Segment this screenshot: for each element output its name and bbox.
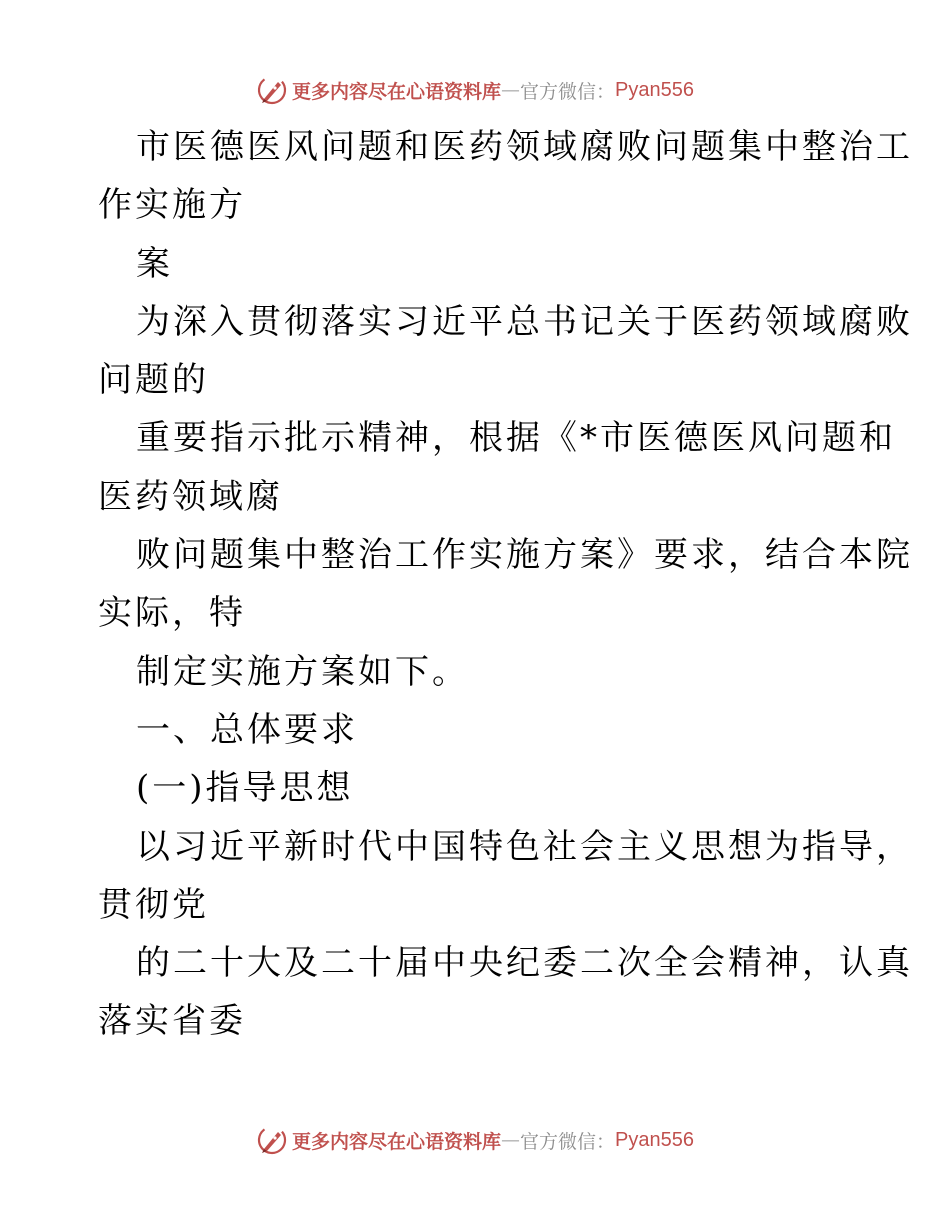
watermark-separator: — (501, 1129, 521, 1151)
document-body (98, 118, 913, 1051)
paragraph-line: 以习近平新时代中国特色社会主义思想为指导， (136, 826, 913, 867)
watermark-separator: — (501, 79, 521, 101)
watermark-brand: 更多内容尽在心语资料库 (292, 1130, 502, 1153)
paragraph-line: 为深入贯彻落实习近平总书记关于医药领域腐败 (136, 301, 913, 342)
document-title-line: 案 (136, 243, 173, 284)
document-title-line: 市医德医风问题和医药领域腐败问题集中整治工 (136, 127, 913, 167)
section-heading: 一、总体要求 (136, 709, 358, 750)
paragraph-line: 问题的 (98, 360, 209, 401)
paragraph-line: 落实省委 (98, 1001, 246, 1042)
watermark-brand: 更多内容尽在心语资料库 (292, 80, 502, 103)
watermark-wechat-label: 官方微信： (520, 1130, 616, 1153)
watermark-wechat-id: Pyan556 (615, 1128, 694, 1151)
watermark-header (0, 70, 950, 110)
paragraph-line: 贯彻党 (98, 884, 209, 925)
document-title-line: 作实施方 (98, 185, 246, 226)
watermark-wechat-id: Pyan556 (615, 78, 694, 101)
watermark-wechat-label: 官方微信： (520, 80, 616, 103)
quill-pen-logo-icon (256, 1124, 288, 1156)
paragraph-line: 实际，特 (98, 593, 246, 634)
paragraph-line: 败问题集中整治工作实施方案》要求，结合本院 (136, 535, 913, 576)
paragraph-line: 的二十大及二十届中央纪委二次全会精神，认真 (136, 943, 913, 984)
paragraph-line: 制定实施方案如下。 (136, 651, 469, 692)
paragraph-line: 医药领域腐 (98, 476, 283, 517)
paragraph-line: 重要指示批示精神，根据《*市医德医风问题和 (136, 418, 896, 459)
subsection-heading: (一)指导思想 (136, 768, 354, 809)
quill-pen-logo-icon (256, 74, 288, 106)
watermark-footer (0, 1120, 950, 1160)
